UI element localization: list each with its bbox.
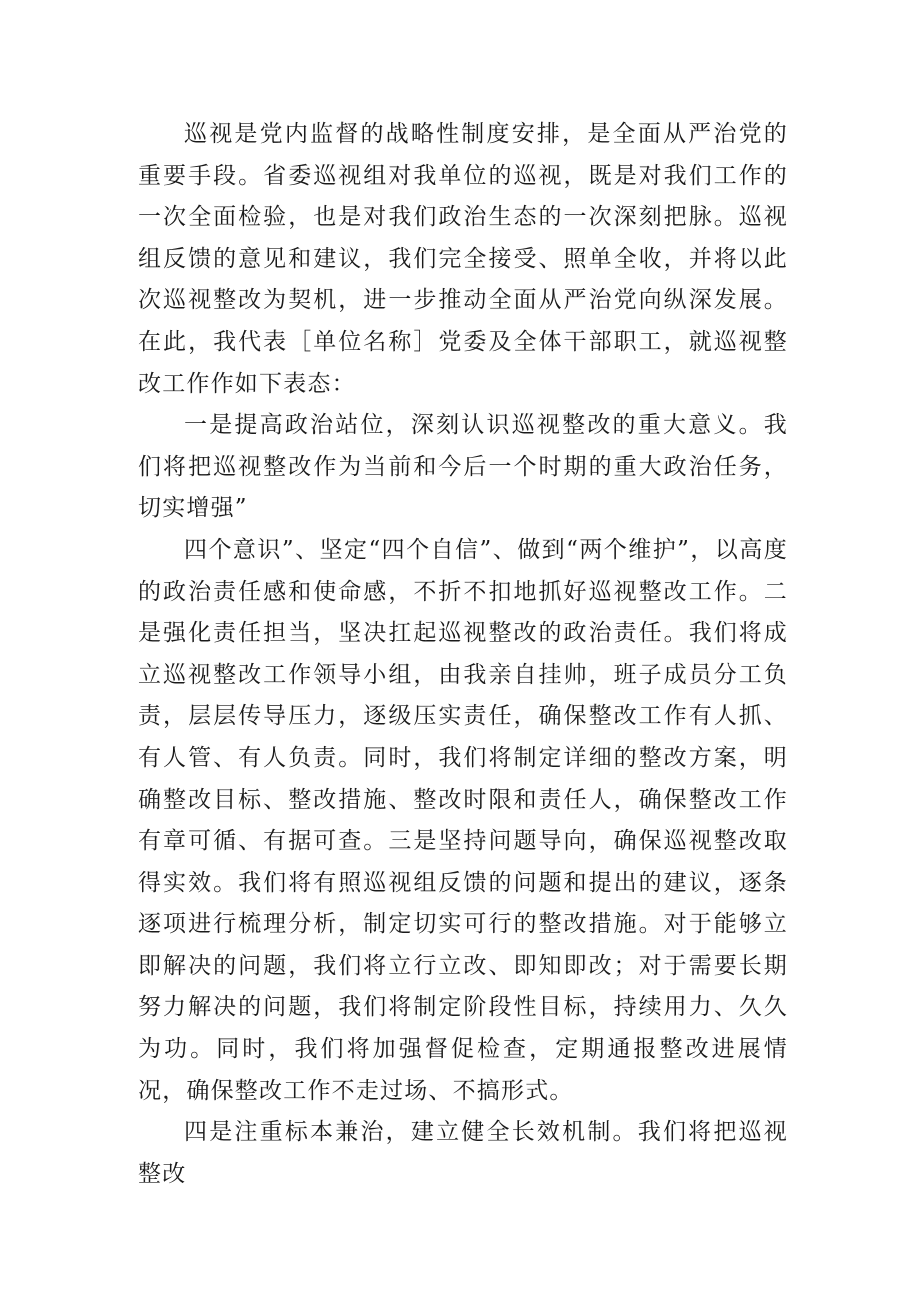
- paragraph-points-two-three: 四个意识”、坚定“四个自信”、做到“两个维护”，以高度的政治责任感和使命感，不折不扣地抓好巡视整改工作。二是强化责任担当，坚决扛起巡视整改的政治责任。我们将成立巡视整改工作领导小组，由我亲自挂帅，班子成员分工负责，层层传导压力，逐级压实责任，确保整改工作有人抓、有人管、有人负责。同时，我们将制定详细的整改方案，明确整改目标、整改措施、整改时限和责任人，确保整改工作有章可循、有据可查。三是坚持问题导向，确保巡视整改取得实效。我们将有照巡视组反馈的问题和提出的建议，逐条逐项进行梳理分析，制定切实可行的整改措施。对于能够立即解决的问题，我们将立行立改、即知即改；对于需要长期努力解决的问题，我们将制定阶段性目标，持续用力、久久为功。同时，我们将加强督促检查，定期通报整改进展情况，确保整改工作不走过场、不搞形式。: [138, 536, 788, 1104]
- paragraph-intro: 巡视是党内监督的战略性制度安排，是全面从严治党的重要手段。省委巡视组对我单位的巡视，既是对我们工作的一次全面检验，也是对我们政治生态的一次深刻把脉。巡视组反馈的意见和建议，我们完全接受、照单全收，并将以此次巡视整改为契机，进一步推动全面从严治党向纵深发展。在此，我代表［单位名称］党委及全体干部职工，就巡视整改工作作如下表态：: [138, 121, 788, 397]
- paragraph-point-one: 一是提高政治站位，深刻认识巡视整改的重大意义。我们将把巡视整改作为当前和今后一个时期的重大政治任务，切实增强”: [138, 412, 788, 522]
- document-body: [138, 114, 788, 1195]
- paragraph-point-four: 四是注重标本兼治，建立健全长效机制。我们将把巡视整改: [138, 1119, 788, 1187]
